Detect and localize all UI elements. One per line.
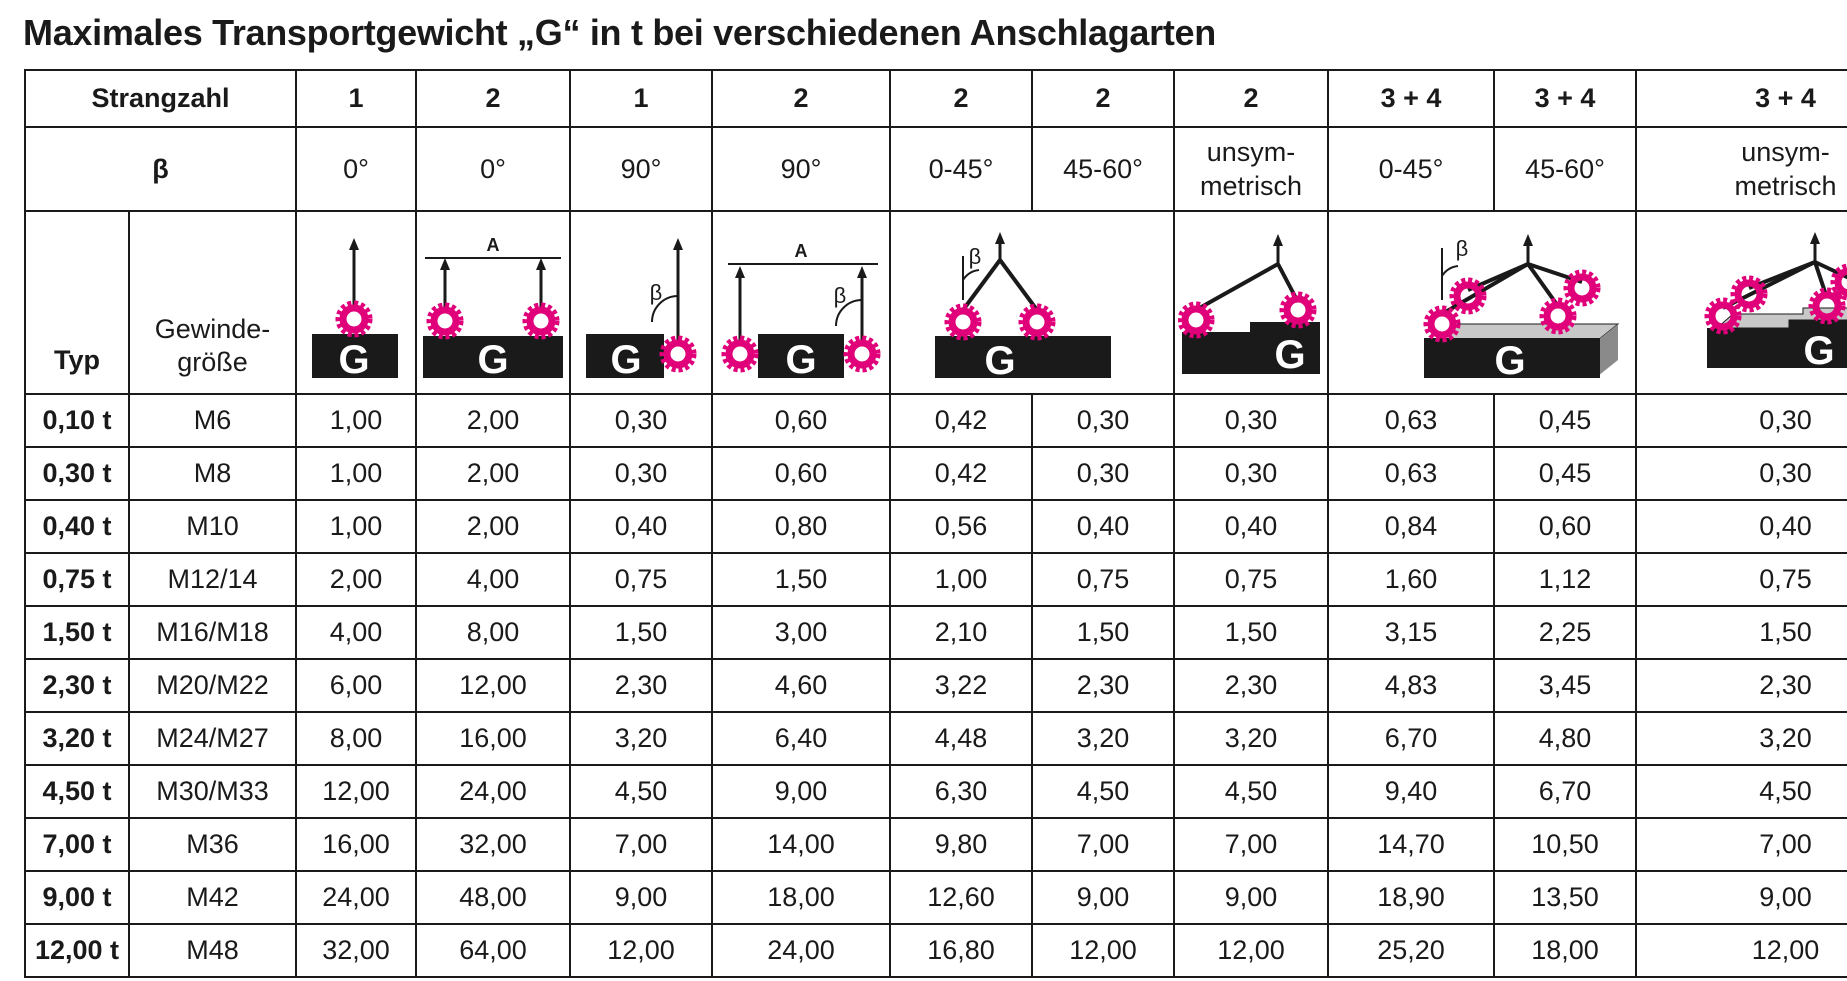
table-row — [25, 447, 1847, 500]
value-cell: 9,00 — [1032, 871, 1174, 924]
table-row — [25, 553, 1847, 606]
beta-cell: 45-60° — [1032, 127, 1174, 211]
value-cell: 6,70 — [1494, 765, 1636, 818]
value-cell: 0,30 — [1636, 394, 1847, 447]
value-cell: 4,50 — [1636, 765, 1847, 818]
typ-cell: 0,40 t — [25, 500, 129, 553]
gewinde-cell: M20/M22 — [129, 659, 296, 712]
beta-cell: unsym- metrisch — [1636, 127, 1847, 211]
value-cell: 13,50 — [1494, 871, 1636, 924]
value-cell: 8,00 — [296, 712, 416, 765]
table-row — [25, 871, 1847, 924]
value-cell: 0,75 — [1174, 553, 1328, 606]
value-cell: 25,20 — [1328, 924, 1494, 977]
value-cell: 18,90 — [1328, 871, 1494, 924]
value-cell: 0,45 — [1494, 394, 1636, 447]
value-cell: 0,63 — [1328, 447, 1494, 500]
gewinde-cell: M42 — [129, 871, 296, 924]
angle-label: β — [649, 279, 663, 305]
typ-cell: 2,30 t — [25, 659, 129, 712]
value-cell: 0,40 — [570, 500, 712, 553]
four-leg-angled-lift-icon — [1332, 228, 1632, 378]
angle-label: β — [833, 282, 847, 308]
table-row — [25, 924, 1847, 977]
value-cell: 6,70 — [1328, 712, 1494, 765]
value-cell: 1,50 — [570, 606, 712, 659]
gewinde-cell: M12/14 — [129, 553, 296, 606]
value-cell: 6,30 — [890, 765, 1032, 818]
value-cell: 2,00 — [416, 500, 570, 553]
value-cell: 16,80 — [890, 924, 1032, 977]
value-cell: 18,00 — [1494, 924, 1636, 977]
value-cell: 14,00 — [712, 818, 890, 871]
gewinde-label: Gewinde- größe — [129, 211, 296, 394]
value-cell: 4,00 — [416, 553, 570, 606]
value-cell: 10,50 — [1494, 818, 1636, 871]
table-row — [25, 659, 1847, 712]
value-cell: 2,30 — [1174, 659, 1328, 712]
gewinde-cell: M16/M18 — [129, 606, 296, 659]
value-cell: 32,00 — [296, 924, 416, 977]
value-cell: 1,00 — [296, 500, 416, 553]
distance-label: A — [486, 234, 500, 255]
value-cell: 9,00 — [1636, 871, 1847, 924]
diagram-cell — [1328, 211, 1636, 394]
value-cell: 1,12 — [1494, 553, 1636, 606]
value-cell: 0,63 — [1328, 394, 1494, 447]
value-cell: 3,20 — [1636, 712, 1847, 765]
value-cell: 1,50 — [712, 553, 890, 606]
block-label: G — [1802, 328, 1835, 373]
beta-label: β — [25, 127, 296, 211]
typ-label: Typ — [25, 211, 129, 394]
diagram-cell — [712, 211, 890, 394]
value-cell: 0,60 — [1494, 500, 1636, 553]
value-cell: 0,60 — [712, 394, 890, 447]
value-cell: 1,00 — [296, 447, 416, 500]
value-cell: 7,00 — [1636, 818, 1847, 871]
table-title: Maximales Transportgewicht „G“ in t bei verschiedenen Anschlagarten — [23, 12, 1216, 53]
block-label: G — [785, 337, 817, 378]
diagram-cell — [1636, 211, 1847, 394]
table-row — [25, 500, 1847, 553]
value-cell: 7,00 — [1032, 818, 1174, 871]
value-cell: 12,00 — [1032, 924, 1174, 977]
value-cell: 0,30 — [570, 394, 712, 447]
value-cell: 16,00 — [296, 818, 416, 871]
typ-cell: 0,75 t — [25, 553, 129, 606]
value-cell: 1,50 — [1636, 606, 1847, 659]
typ-cell: 12,00 t — [25, 924, 129, 977]
table-row — [25, 606, 1847, 659]
diagram-cell — [416, 211, 570, 394]
value-cell: 2,00 — [296, 553, 416, 606]
beta-cell: 90° — [712, 127, 890, 211]
strangzahl-cell: 3 + 4 — [1494, 70, 1636, 127]
diagram-cell — [296, 211, 416, 394]
value-cell: 18,00 — [712, 871, 890, 924]
value-cell: 3,00 — [712, 606, 890, 659]
diagram-row — [25, 211, 1847, 394]
typ-cell: 1,50 t — [25, 606, 129, 659]
value-cell: 0,42 — [890, 394, 1032, 447]
angle-label: β — [968, 243, 982, 269]
typ-cell: 0,30 t — [25, 447, 129, 500]
value-cell: 3,22 — [890, 659, 1032, 712]
typ-cell: 4,50 t — [25, 765, 129, 818]
value-cell: 4,00 — [296, 606, 416, 659]
value-cell: 24,00 — [296, 871, 416, 924]
value-cell: 4,50 — [570, 765, 712, 818]
value-cell: 1,50 — [1032, 606, 1174, 659]
gewinde-cell: M24/M27 — [129, 712, 296, 765]
gewinde-cell: M30/M33 — [129, 765, 296, 818]
value-cell: 9,40 — [1328, 765, 1494, 818]
value-cell: 4,48 — [890, 712, 1032, 765]
table-row — [25, 394, 1847, 447]
value-cell: 0,30 — [1174, 394, 1328, 447]
value-cell: 4,50 — [1032, 765, 1174, 818]
beta-cell: 0° — [296, 127, 416, 211]
value-cell: 0,45 — [1494, 447, 1636, 500]
beta-cell: 45-60° — [1494, 127, 1636, 211]
value-cell: 0,40 — [1636, 500, 1847, 553]
value-cell: 4,80 — [1494, 712, 1636, 765]
gewinde-cell: M8 — [129, 447, 296, 500]
beta-cell: 0-45° — [1328, 127, 1494, 211]
value-cell: 0,30 — [1032, 447, 1174, 500]
strangzahl-row — [25, 70, 1847, 127]
value-cell: 12,60 — [890, 871, 1032, 924]
value-cell: 7,00 — [570, 818, 712, 871]
value-cell: 0,84 — [1328, 500, 1494, 553]
value-cell: 2,30 — [1636, 659, 1847, 712]
block-label: G — [1274, 332, 1306, 377]
strangzahl-cell: 3 + 4 — [1328, 70, 1494, 127]
strangzahl-cell: 2 — [712, 70, 890, 127]
value-cell: 0,60 — [712, 447, 890, 500]
value-cell: 0,75 — [1032, 553, 1174, 606]
value-cell: 1,00 — [296, 394, 416, 447]
value-cell: 4,50 — [1174, 765, 1328, 818]
load-capacity-table — [24, 69, 1847, 978]
double-vertical-lift-icon — [419, 228, 567, 378]
value-cell: 12,00 — [296, 765, 416, 818]
value-cell: 9,00 — [712, 765, 890, 818]
diagram-cell — [1174, 211, 1328, 394]
value-cell: 2,00 — [416, 394, 570, 447]
value-cell: 0,30 — [1032, 394, 1174, 447]
gewinde-cell: M36 — [129, 818, 296, 871]
table-row — [25, 765, 1847, 818]
value-cell: 2,30 — [1032, 659, 1174, 712]
diagram-cell — [890, 211, 1174, 394]
value-cell: 0,75 — [1636, 553, 1847, 606]
value-cell: 6,00 — [296, 659, 416, 712]
value-cell: 1,50 — [1174, 606, 1328, 659]
value-cell: 3,45 — [1494, 659, 1636, 712]
value-cell: 24,00 — [712, 924, 890, 977]
value-cell: 2,10 — [890, 606, 1032, 659]
typ-cell: 7,00 t — [25, 818, 129, 871]
value-cell: 4,60 — [712, 659, 890, 712]
single-side-lift-icon — [582, 228, 700, 378]
diagram-cell — [570, 211, 712, 394]
value-cell: 64,00 — [416, 924, 570, 977]
typ-cell: 3,20 t — [25, 712, 129, 765]
value-cell: 0,40 — [1032, 500, 1174, 553]
value-cell: 0,30 — [1174, 447, 1328, 500]
value-cell: 0,40 — [1174, 500, 1328, 553]
value-cell: 9,00 — [570, 871, 712, 924]
value-cell: 32,00 — [416, 818, 570, 871]
value-cell: 0,30 — [1636, 447, 1847, 500]
value-cell: 8,00 — [416, 606, 570, 659]
strangzahl-cell: 2 — [416, 70, 570, 127]
beta-cell: 90° — [570, 127, 712, 211]
strangzahl-cell: 2 — [1174, 70, 1328, 127]
value-cell: 7,00 — [1174, 818, 1328, 871]
value-cell: 0,75 — [570, 553, 712, 606]
block-label: G — [477, 337, 509, 378]
double-side-lift-icon — [718, 228, 884, 378]
value-cell: 3,20 — [570, 712, 712, 765]
value-cell: 0,80 — [712, 500, 890, 553]
value-cell: 9,80 — [890, 818, 1032, 871]
beta-row — [25, 127, 1847, 211]
table-row — [25, 712, 1847, 765]
value-cell: 1,00 — [890, 553, 1032, 606]
gewinde-cell: M48 — [129, 924, 296, 977]
value-cell: 16,00 — [416, 712, 570, 765]
value-cell: 24,00 — [416, 765, 570, 818]
value-cell: 2,30 — [570, 659, 712, 712]
angle-label: β — [1455, 235, 1469, 261]
beta-cell: unsym- metrisch — [1174, 127, 1328, 211]
value-cell: 12,00 — [1174, 924, 1328, 977]
two-leg-asymmetric-lift-icon — [1178, 228, 1324, 378]
block-label: G — [610, 337, 642, 378]
gewinde-cell: M6 — [129, 394, 296, 447]
table-row — [25, 818, 1847, 871]
single-vertical-lift-icon — [297, 228, 415, 378]
strangzahl-cell: 1 — [570, 70, 712, 127]
block-label: G — [984, 338, 1016, 378]
strangzahl-cell: 1 — [296, 70, 416, 127]
strangzahl-cell: 2 — [890, 70, 1032, 127]
value-cell: 48,00 — [416, 871, 570, 924]
strangzahl-label: Strangzahl — [25, 70, 296, 127]
value-cell: 14,70 — [1328, 818, 1494, 871]
typ-cell: 0,10 t — [25, 394, 129, 447]
strangzahl-cell: 2 — [1032, 70, 1174, 127]
value-cell: 4,83 — [1328, 659, 1494, 712]
value-cell: 2,00 — [416, 447, 570, 500]
value-cell: 12,00 — [416, 659, 570, 712]
typ-cell: 9,00 t — [25, 871, 129, 924]
four-leg-asymmetric-lift-icon — [1703, 228, 1847, 378]
value-cell: 3,20 — [1174, 712, 1328, 765]
strangzahl-cell: 3 + 4 — [1636, 70, 1847, 127]
block-label: G — [338, 337, 370, 378]
value-cell: 0,30 — [570, 447, 712, 500]
value-cell: 12,00 — [1636, 924, 1847, 977]
value-cell: 2,25 — [1494, 606, 1636, 659]
value-cell: 3,15 — [1328, 606, 1494, 659]
gewinde-cell: M10 — [129, 500, 296, 553]
value-cell: 12,00 — [570, 924, 712, 977]
value-cell: 0,42 — [890, 447, 1032, 500]
beta-cell: 0-45° — [890, 127, 1032, 211]
block-label: G — [1494, 338, 1526, 378]
distance-label: A — [794, 240, 808, 261]
value-cell: 6,40 — [712, 712, 890, 765]
value-cell: 9,00 — [1174, 871, 1328, 924]
two-leg-angled-lift-icon — [917, 228, 1147, 378]
beta-cell: 0° — [416, 127, 570, 211]
value-cell: 3,20 — [1032, 712, 1174, 765]
value-cell: 1,60 — [1328, 553, 1494, 606]
value-cell: 0,56 — [890, 500, 1032, 553]
